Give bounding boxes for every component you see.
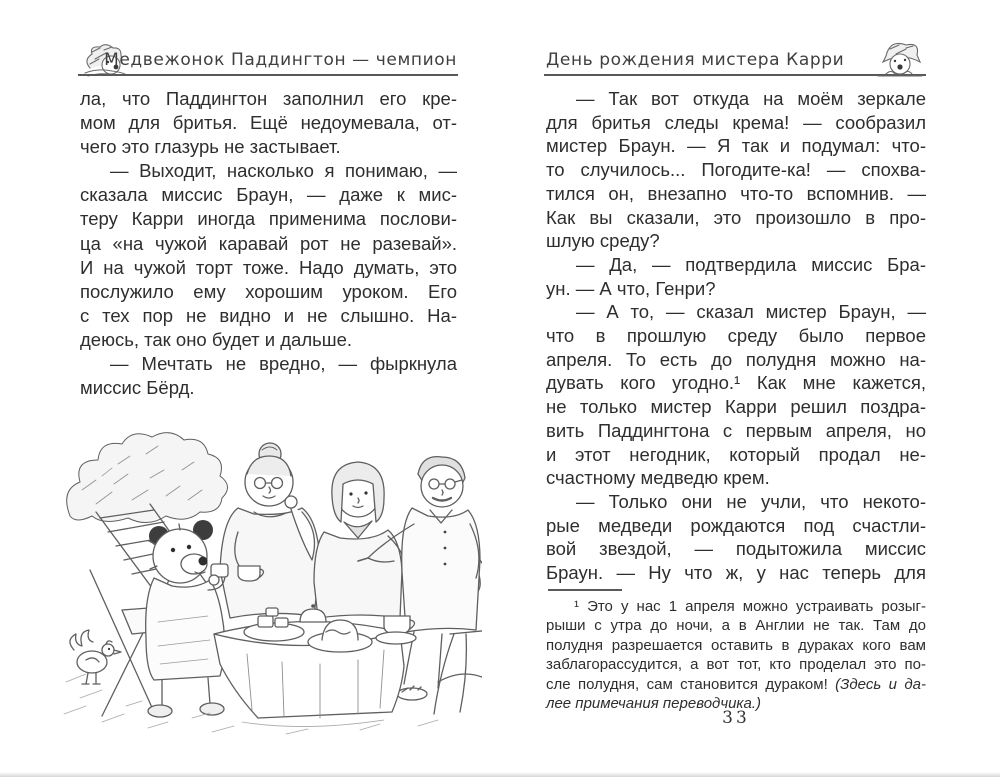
translator-footnote bbox=[546, 589, 926, 713]
text-line: послужило ему хорошим уроком. Его bbox=[80, 280, 457, 302]
text-line: миссис Бёрд. bbox=[80, 377, 195, 399]
text-line: рые медведи рождаются под счастли- bbox=[546, 514, 926, 536]
text-line: лее примечания переводчика.) bbox=[546, 695, 762, 713]
paragraph bbox=[546, 253, 926, 300]
text-line: ца «на чужой каравай рот не разевай». bbox=[80, 232, 457, 254]
paragraph bbox=[546, 300, 926, 490]
paragraph bbox=[80, 352, 457, 400]
left-running-head: Медвежонок Паддингтон — чемпион bbox=[104, 50, 457, 70]
paragraph bbox=[546, 597, 926, 713]
text-line: то случилось... Погодите-ка! — спохва- bbox=[546, 159, 926, 181]
footnote-rule bbox=[548, 589, 622, 591]
text-line: ун. — А что, Генри? bbox=[546, 277, 716, 299]
text-line: для бритья следы крема! — сообразил bbox=[546, 111, 926, 133]
paragraph bbox=[546, 87, 926, 253]
text-line: мом для бритья. Ещё недоумевала, от- bbox=[80, 112, 457, 134]
text-line: Как вы сказали, это произошло в про- bbox=[546, 206, 926, 228]
page-bottom-edge bbox=[0, 772, 1000, 777]
text-line: что в прошлую среду было первое bbox=[546, 325, 926, 347]
text-line: — Так вот откуда на моём зеркале bbox=[576, 88, 926, 109]
text-line: И на чужой торт тоже. Надо думать, это bbox=[80, 256, 457, 278]
paddington-bear-icon bbox=[872, 36, 926, 83]
paragraph bbox=[546, 490, 926, 585]
text-line: деюсь, так оно будет и дальше. bbox=[80, 328, 353, 350]
page-number: 33 bbox=[722, 708, 750, 728]
text-line: сказала миссис Браун, — даже к мис- bbox=[80, 184, 457, 206]
text-line: вой звездой, — подытожила миссис bbox=[546, 538, 926, 560]
text-line: рыши с утра до ночи, а в Англии не так. Там до bbox=[546, 617, 926, 635]
text-line: вить Паддингтона с первым апреля, но bbox=[546, 419, 926, 441]
text-line: теру Карри иногда применима послови- bbox=[80, 208, 457, 230]
text-line: и этот негодник, который продал не- bbox=[546, 443, 926, 465]
text-line: чего это глазурь не застывает. bbox=[80, 136, 341, 158]
left-page-text bbox=[80, 87, 457, 400]
text-line: дувать кого угодно.¹ Как мне кажется, bbox=[546, 372, 926, 394]
text-line: апреля. То есть до полудня можно на- bbox=[546, 348, 926, 370]
paragraph bbox=[80, 87, 457, 159]
text-line: счастному медведю крем. bbox=[546, 467, 770, 489]
text-line: сле полудня, сам становится дураком! (Здесь и да- bbox=[546, 675, 926, 693]
paragraph bbox=[80, 159, 457, 352]
left-header-rule bbox=[78, 74, 458, 76]
text-line: — Да, — подтвердила миссис Бра- bbox=[576, 253, 926, 275]
text-line: не только мистер Карри решил поздра- bbox=[546, 396, 926, 418]
text-line: шлую среду? bbox=[546, 230, 660, 252]
text-line: Браун. — Ну что ж, у нас теперь для bbox=[546, 562, 926, 584]
right-page-text bbox=[546, 87, 926, 585]
text-line: тился он, внезапно что-то вспомнив. — bbox=[546, 182, 926, 204]
text-line: мистер Браун. — Я так и подумал: что- bbox=[546, 135, 926, 157]
text-line: — Выходит, насколько я понимаю, — bbox=[110, 160, 457, 182]
text-line: заблагорассудится, а вот тот, кто проделал это по- bbox=[546, 656, 926, 674]
text-line: ла, что Паддингтон заполнил его кре- bbox=[80, 88, 457, 109]
text-line: полудня разрешается оставить в дураках кого вам bbox=[546, 636, 926, 654]
text-line: — Мечтать не вредно, — фыркнула bbox=[110, 353, 457, 375]
right-running-head: День рождения мистера Карри bbox=[546, 50, 845, 70]
right-header-rule bbox=[544, 74, 926, 76]
text-line: с тех пор не видно и не слышно. На- bbox=[80, 304, 457, 326]
garden-tea-party-illustration bbox=[62, 420, 482, 738]
text-line: — Только они не учли, что некото- bbox=[576, 490, 926, 512]
text-line: — А то, — сказал мистер Браун, — bbox=[576, 301, 926, 323]
footnote-text bbox=[546, 597, 926, 713]
text-line: ¹ Это у нас 1 апреля можно устраивать розыг- bbox=[574, 598, 926, 615]
